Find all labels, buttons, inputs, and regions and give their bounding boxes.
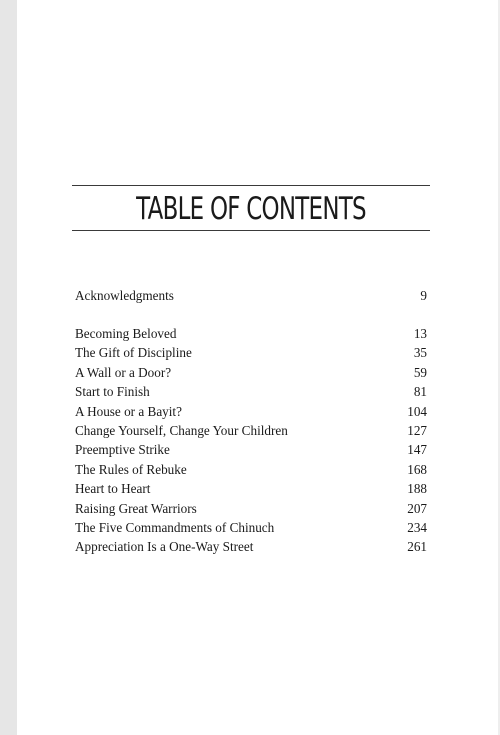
toc-entry-page: 81 <box>413 384 427 400</box>
title-rule-bottom <box>72 230 430 231</box>
toc-entry <box>75 402 427 421</box>
title-rule-top <box>72 185 430 186</box>
toc-entry-label: Heart to Heart <box>75 481 151 497</box>
toc-entry-label: A Wall or a Door? <box>75 364 172 380</box>
toc-entry-label: Becoming Beloved <box>75 326 177 341</box>
page-title: TABLE OF CONTENTS <box>136 191 366 227</box>
toc-entry <box>75 499 427 518</box>
toc-entry-page: 127 <box>407 423 427 438</box>
toc-entry-page: 188 <box>407 481 427 497</box>
toc-entry-page: 261 <box>407 539 427 555</box>
toc-entry-page: 168 <box>407 461 427 477</box>
toc-entry <box>75 382 427 401</box>
toc-entry <box>75 518 427 537</box>
toc-entry <box>75 537 427 556</box>
toc-entry <box>75 440 427 459</box>
toc-entry-label: The Rules of Rebuke <box>75 461 187 477</box>
toc-entry-page: 207 <box>407 500 427 516</box>
toc-entry-label: Raising Great Warriors <box>75 500 197 516</box>
toc-entry-label: A House or a Bayit? <box>75 403 182 419</box>
toc-entry-page: 104 <box>407 403 427 419</box>
toc-entry-page: 59 <box>413 364 427 380</box>
toc-entry-label: Change Yourself, Change Your Children <box>75 423 288 438</box>
toc-entry-page: 234 <box>407 520 427 535</box>
toc-entry-label: Preemptive Strike <box>75 442 170 458</box>
toc-entry-label: Acknowledgments <box>75 288 174 303</box>
toc-entry <box>75 479 427 498</box>
toc-entry-label: The Five Commandments of Chinuch <box>75 520 275 535</box>
toc-entry-page: 9 <box>420 288 427 303</box>
toc-entry-acknowledgments <box>75 286 427 305</box>
toc-entry <box>75 363 427 382</box>
page-gutter-left <box>0 0 17 735</box>
toc-entry-page: 147 <box>407 442 427 458</box>
toc-entry <box>75 324 427 343</box>
toc-entry-label: Appreciation Is a One-Way Street <box>75 539 254 555</box>
toc-entry <box>75 421 427 440</box>
toc-entry-label: Start to Finish <box>75 384 150 400</box>
toc-entry-page: 35 <box>413 345 427 361</box>
toc-entry-page: 13 <box>413 326 427 341</box>
toc-entry <box>75 460 427 479</box>
toc-entry <box>75 343 427 362</box>
toc-entry-label: The Gift of Discipline <box>75 345 192 361</box>
